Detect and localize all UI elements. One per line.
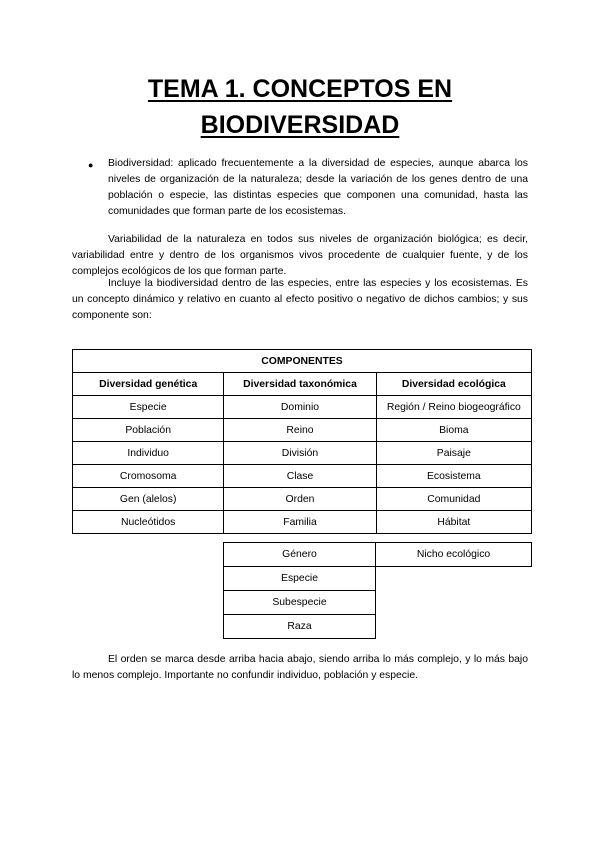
components-table [72,349,532,534]
table-row [224,615,376,639]
table-cell: Población [73,419,224,442]
bullet-marker: ● [88,160,94,170]
table-row [73,488,532,511]
table-row [224,567,376,591]
paragraph-2 [72,276,528,324]
table-row [73,419,532,442]
table-row [224,543,376,567]
table-header-row [73,373,532,396]
taxonomic-extra-table [223,542,376,639]
header-taxonomic: Diversidad taxonómica [224,373,376,396]
table-cell: Comunidad [376,488,531,511]
paragraph-3-text: El orden se marca desde arriba hacia abajo, siendo arriba lo más complejo, y lo más bajo lo menos complejo. Importante no confundir individuo, población y especie. [72,654,528,681]
table-cell: Paisaje [376,442,531,465]
table-cell: Subespecie [224,591,376,615]
table-cell: Ecosistema [376,465,531,488]
table-cell: Hábitat [376,511,531,534]
paragraph-2-text: Incluye la biodiversidad dentro de las especies, entre las especies y los ecosistemas. Es un concepto dinámico y relativo en cuanto al efecto positivo o negativo de dichos cambios; y sus componente son: [72,278,528,321]
table-cell: Especie [73,396,224,419]
table-cell: Género [224,543,376,567]
table-cell: Raza [224,615,376,639]
table-cell: División [224,442,376,465]
paragraph-1-text: Variabilidad de la naturaleza en todos sus niveles de organización biológica; es decir, variabilidad entre y dentro de los organismos vivos procedente de cualquier fuente, y de los complejos ecológicos de los que forman parte. [72,234,528,277]
table-row [73,465,532,488]
table-cell: Orden [224,488,376,511]
table-row [73,442,532,465]
table-cell: Reino [224,419,376,442]
table-row [224,591,376,615]
table-cell: Individuo [73,442,224,465]
table-cell: Cromosoma [73,465,224,488]
paragraph-1 [72,232,528,280]
paragraph-3 [72,652,528,684]
table-cell: Gen (alelos) [73,488,224,511]
table-cell: Región / Reino biogeográfico [376,396,531,419]
ecological-extra-table [375,542,532,567]
table-cell: Especie [224,567,376,591]
table-cell: Familia [224,511,376,534]
table-cell: Nucleótidos [73,511,224,534]
table-cell: Bioma [376,419,531,442]
page-title-line-2: BIODIVERSIDAD [200,111,400,139]
table-row [73,396,532,419]
table-cell: Dominio [224,396,376,419]
header-genetic: Diversidad genética [73,373,224,396]
table-cell: Nicho ecológico [376,543,532,567]
table-row [73,511,532,534]
table-row [376,543,532,567]
bullet-definition-text: Biodiversidad: aplicado frecuentemente a la diversidad de especies, aunque abarca los niveles de organización de la naturaleza; desde la variación de los genes dentro de una población o especie, las distintas especies que componen una comunidad, hasta las comunidades que forman parte de los ecosistemas. [108,158,528,217]
page-title-line-1: TEMA 1. CONCEPTOS EN [147,75,453,103]
table-cell: Clase [224,465,376,488]
header-ecological: Diversidad ecológica [376,373,531,396]
table-caption: COMPONENTES [73,350,532,373]
